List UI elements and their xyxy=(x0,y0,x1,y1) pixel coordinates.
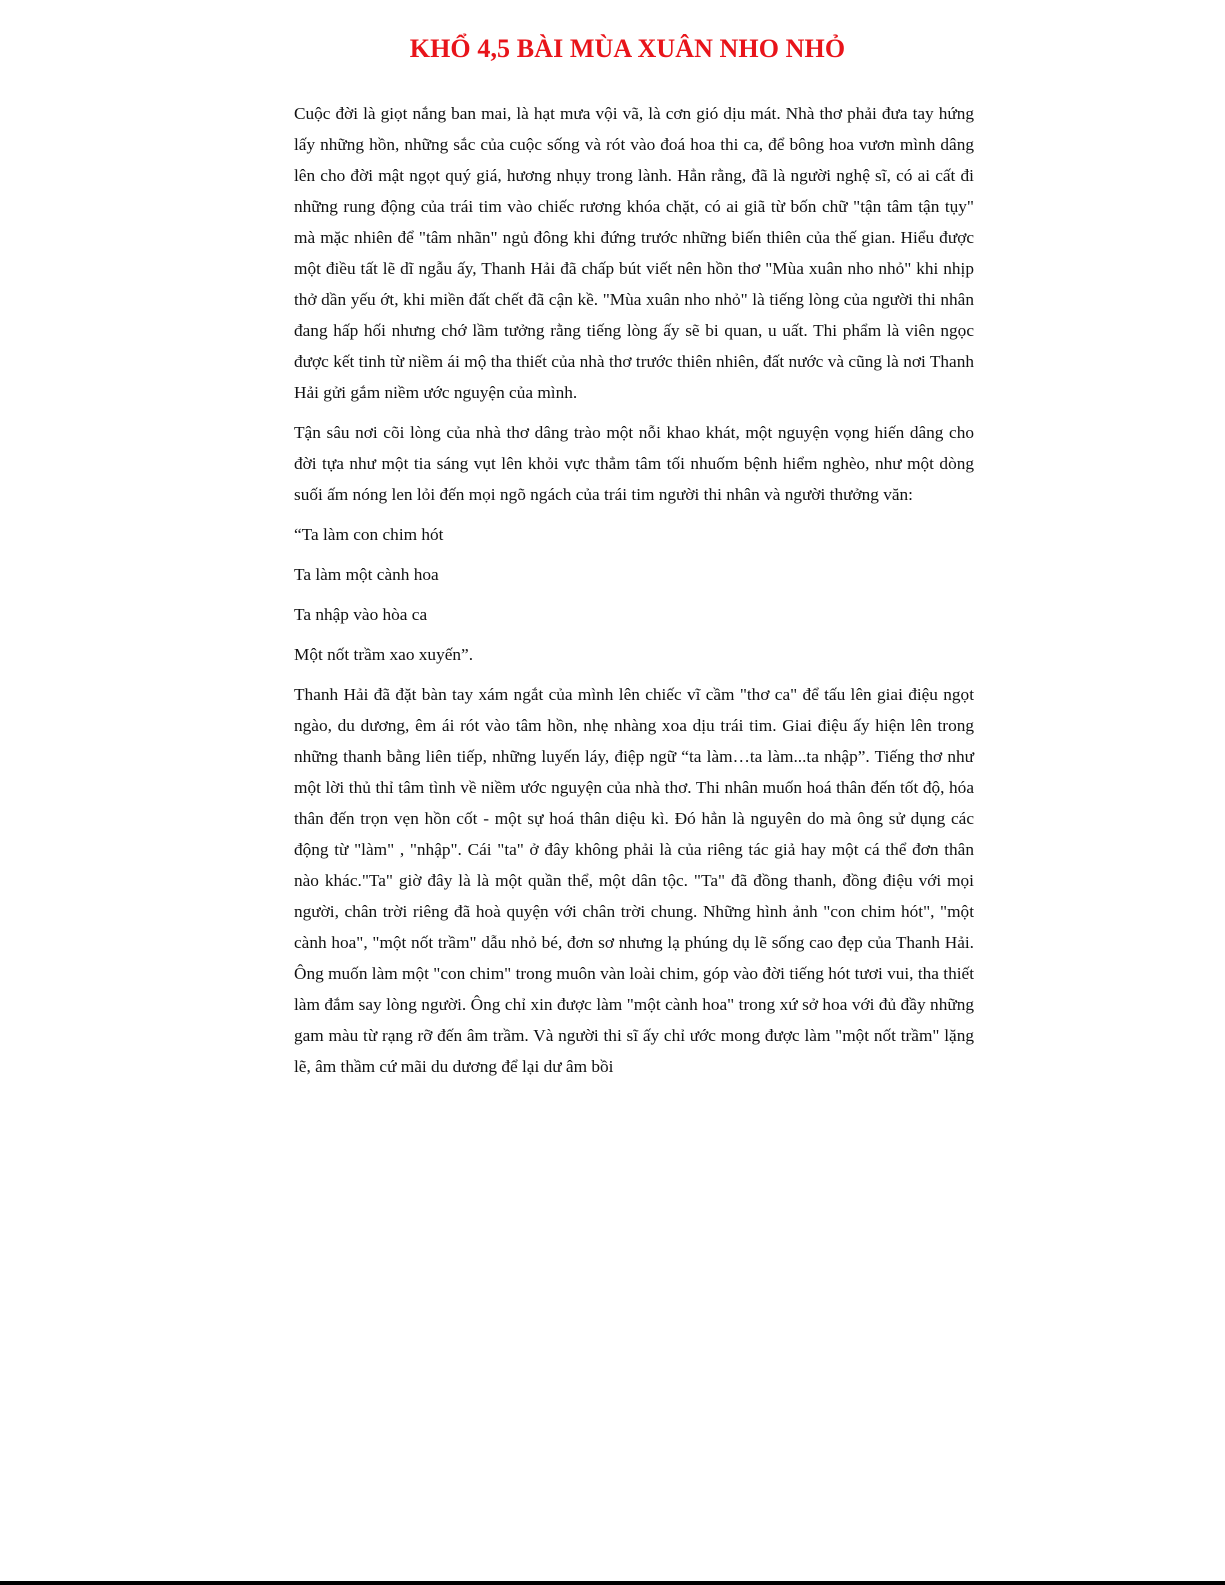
verse-line: Một nốt trầm xao xuyến”. xyxy=(294,645,474,664)
verse-line: Ta làm một cành hoa xyxy=(294,565,439,584)
verse-line: “Ta làm con chim hót xyxy=(294,525,444,544)
intro-paragraph: Cuộc đời là giọt nắng ban mai, là hạt mưa vội vã, là cơn gió dịu mát. Nhà thơ phải đưa tay hứng lấy những hồn, những sắc của cuộc sống và rót vào đoá hoa thi ca, để bông hoa vươn mình dâng lên cho đời mật ngọt quý giá, hương nhụy trong lành. Hẳn rằng, đã là người nghệ sĩ, có ai cất đi những rung động của trái tim vào chiếc rương khóa chặt, có ai giã từ bốn chữ "tận tâm tận tụy" mà mặc nhiên để "tâm nhãn" ngủ đông khi đứng trước những biến thiên của thế gian. Hiểu được một điều tất lẽ dĩ ngẫu ấy, Thanh Hải đã chấp bút viết nên hồn thơ "Mùa xuân nho nhỏ" khi nhịp thở dần yếu ớt, khi miền đất chết đã cận kề. "Mùa xuân nho nhỏ" là tiếng lòng của người thi nhân đang hấp hối nhưng chớ lầm tưởng rằng tiếng lòng ấy sẽ bi quan, u uất. Thi phẩm là viên ngọc được kết tinh từ niềm ái mộ tha thiết của nhà thơ trước thiên nhiên, đất nước và cũng là nơi Thanh Hải gửi gắm niềm ước nguyện của mình. xyxy=(294,104,974,402)
verse-line: Ta nhập vào hòa ca xyxy=(294,605,428,624)
closing-paragraph: Thanh Hải đã đặt bàn tay xám ngắt của mình lên chiếc vĩ cầm "thơ ca" để tấu lên giai điệu ngọt ngào, du dương, êm ái rót vào tâm hồn, nhẹ nhàng xoa dịu trái tim. Giai điệu ấy hiện lên trong những thanh bằng liên tiếp, những luyến láy, điệp ngữ “ta làm…ta làm...ta nhập”. Tiếng thơ như một lời thủ thỉ tâm tình về niềm ước nguyện của nhà thơ. Thi nhân muốn hoá thân đến tốt độ, hóa thân đến trọn vẹn hồn cốt - một sự hoá thân diệu kì. Đó hẳn là nguyên do mà ông sử dụng các động từ "làm" , "nhập". Cái "ta" ở đây không phải là của riêng tác giả hay một cá thể đơn thân nào khác."Ta" giờ đây là là một quần thể, một dân tộc. "Ta" đã đồng thanh, đồng điệu với mọi người, chân trời riêng đã hoà quyện với chân trời chung. Những hình ảnh "con chim hót", "một cành hoa", "một nốt trầm" dẫu nhỏ bé, đơn sơ nhưng lạ phúng dụ lẽ sống cao đẹp của Thanh Hải. Ông muốn làm một "con chim" trong muôn vàn loài chim, góp vào đời tiếng hót tươi vui, tha thiết làm đắm say lòng người. Ông chỉ xin được làm "một cành hoa" trong xứ sở hoa với đủ đầy những gam màu từ rạng rỡ đến âm trầm. Và người thi sĩ ấy chỉ ước mong được làm "một nốt trầm" lặng lẽ, âm thầm cứ mãi du dương để lại dư âm bồi xyxy=(294,685,974,1076)
page-title: KHỔ 4,5 BÀI MÙA XUÂN NHO NHỎ xyxy=(409,34,846,63)
document-body xyxy=(294,98,974,1091)
page-bottom-border xyxy=(0,1581,1225,1585)
second-paragraph: Tận sâu nơi cõi lòng của nhà thơ dâng trào một nỗi khao khát, một nguyện vọng hiến dâng cho đời tựa như một tia sáng vụt lên khỏi vực thẳm tâm tối nhuốm bệnh hiểm nghèo, như một dòng suối ấm nóng len lỏi đến mọi ngõ ngách của trái tim người thi nhân và người thưởng văn: xyxy=(294,423,974,504)
